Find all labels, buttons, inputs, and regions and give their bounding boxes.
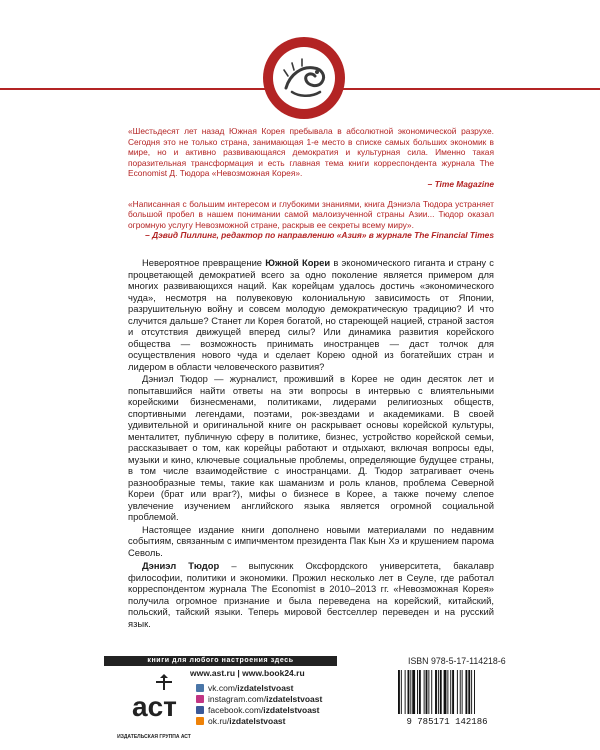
websites[interactable]: www.ast.ru | www.book24.ru [190, 668, 305, 678]
social-link-instagram[interactable]: instagram.com/izdatelstvoast [196, 693, 322, 704]
isbn: ISBN 978-5-17-114218-6 [408, 656, 506, 666]
social-link-vk[interactable]: vk.com/izdatelstvoast [196, 682, 322, 693]
description-paragraph: Дэниэл Тюдор — журналист, проживший в Корее не один десяток лет и попытавшийся найти ответы на эти вопросы в интервью с влиятельными корейскими бизнесменами, политиками, лидерами религиозных обществ, спортивными легендами, поэтами, рок-звездами и академиками. В своей удивительной и оригинальной книге он раскрывает основы корейской культуры, менталитет, публичную сферу в политике, бизнес, устройство корейской семьи, рассказывает о том, как корейцы работают и отдыхают, включая вопросы еды, музыки и кино, ключевые социальные проблемы, определяющие будущее страны, в том числе взаимодействие с иностранцами. Д. Тюдор затрагивает очень разнообразные темы, такие как шаманизм и роль кланов, проблема Северной Кореи (брат или враг?), мифы о бизнесе в Корее, а также почему слепое увлечение изучением английского языка является огромной социальной проблемой. [128, 373, 494, 522]
review-quotes [128, 126, 494, 250]
odnoklassniki-icon [196, 717, 204, 725]
description-paragraph: Настоящее издание книги дополнено новыми материалами по недавним событиям, связанным с импичментом президента Пак Кын Хэ и крушением парома Севоль. [128, 523, 494, 558]
review-quote: «Шестьдесят лет назад Южная Корея пребывала в абсолютной экономической разрухе. Сегодня это не только страна, занимающая 1-е место в списке самых больших экономик в мире, но и активно развивающаяся демократия и культурная сила. Именно такая поразительная трансформация и есть главная тема книги корреспондента журнала The Economist Д. Тюдора «Невозможная Корея». – Time Magazine [128, 126, 494, 189]
author-name: Дэниэл Тюдор [142, 560, 220, 571]
publisher-caption: ИЗДАТЕЛЬСКАЯ ГРУППА АСТ [117, 734, 191, 740]
barcode-number: 9 785171 142186 [406, 717, 488, 726]
book-description [128, 257, 494, 630]
description-paragraph: Невероятное превращение Южной Кореи в экономического гиганта и страну с процветающей демократией всего за одно поколение является примером для многих развивающихся наций. Как корейцам удалось достичь «экономического чуда», несмотря на полувековую колониальную зависимость от Японии, разрушительную войну и совсем молодую демократическую традицию? И что случится дальше? Станет ли Корея богатой, но стареющей нацией, страной застоя и отсутствия движущей вперед силы? Или динамика развития корейского общества — возможность принимать иностранцев — даст толчок для осуществления нового чуда и сделает Корею одной из богатейших стран и лидером в области человеческого развития? [128, 257, 494, 372]
social-link-facebook[interactable]: facebook.com/izdatelstvoast [196, 704, 322, 715]
instagram-icon [196, 695, 204, 703]
social-links [196, 682, 322, 726]
vk-icon [196, 684, 204, 692]
quote-attribution: – Дэвид Пиллинг, редактор по направлению «Азия» в журнале The Financial Times [145, 230, 494, 241]
barcode-bars [398, 670, 475, 714]
dragon-emblem [262, 36, 346, 120]
barcode [392, 668, 502, 726]
tagline-bar: книги для любого настроения здесь [104, 656, 337, 666]
svg-text:аст: аст [132, 691, 177, 722]
ast-logo-icon [128, 672, 180, 732]
author-bio: Дэниэл Тюдор – выпускник Оксфордского университета, бакалавр философии, политики и экономики. Прожил несколько лет в Сеуле, где работал корреспондентом журнала The Economist в 2010–2013 гг. «Невозможная Корея» получила огромное признание и была переведена на корейский, китайский, польский, тайский языки. Теперь мировой бестселлер переведен и на русский язык. [128, 560, 495, 629]
review-quote: «Написанная с большим интересом и глубокими знаниями, книга Дэниэла Тюдора устраняет большой пробел в нашем понимании самой малоизученной страны Азии... Тюдор оказал огромную услугу Невозможной стране, раскрыв ее секреты всему миру». – Дэвид Пиллинг, редактор по направлению «Азия» в журнале The Financial Times [128, 198, 494, 241]
facebook-icon [196, 706, 204, 714]
social-link-ok[interactable]: ok.ru/izdatelstvoast [196, 715, 322, 726]
quote-attribution: – Time Magazine [427, 178, 494, 189]
